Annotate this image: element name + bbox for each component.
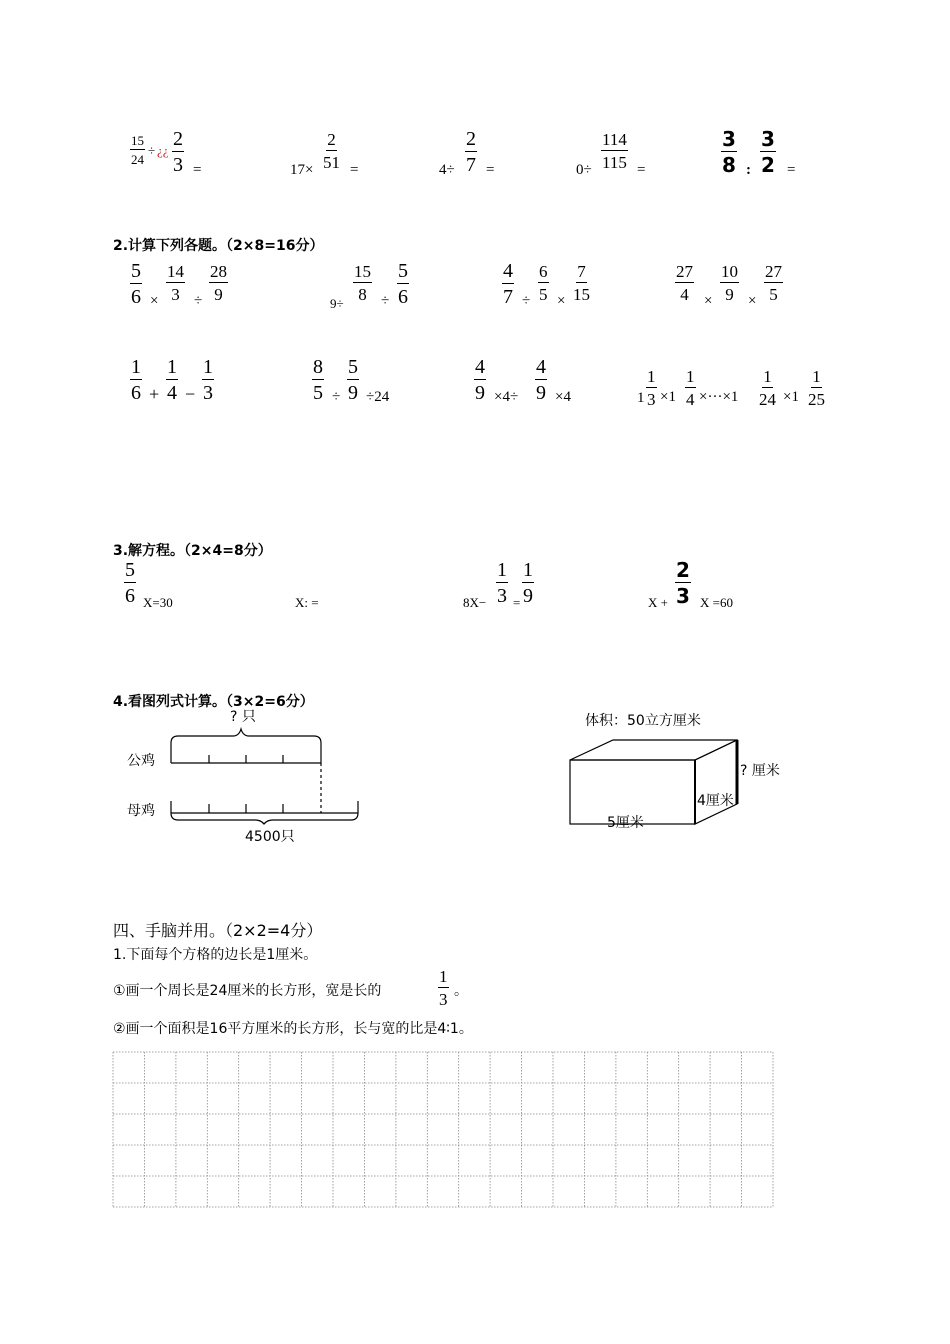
fraction: $\frac{5}{6}$ — [131, 260, 141, 308]
hen-label: 母鸡 — [127, 803, 155, 819]
section-4-heading: 4.看图列式计算。（3×2=6分） — [113, 694, 314, 710]
fraction: $\frac{2}{3}$ — [676, 558, 690, 608]
section-2-heading: 2.计算下列各题。（2×8=16分） — [113, 238, 324, 254]
rooster-label: 公鸡 — [127, 753, 155, 769]
fraction: $\frac{27}{4}$ — [676, 262, 693, 304]
times-text: ×1 — [660, 389, 676, 405]
fraction: $\frac{3}{8}$ — [722, 127, 736, 177]
sec3-q2: X: = — [295, 595, 319, 610]
operator: ÷ — [148, 143, 156, 158]
lead-text: 4÷ — [439, 162, 455, 178]
tail-text: ×4 — [555, 389, 571, 405]
fraction: $\frac{27}{5}$ — [765, 262, 782, 304]
fraction: $\frac{3}{2}$ — [761, 127, 775, 177]
instruction-2: ①画一个周长是24厘米的长方形，宽是长的 — [113, 983, 382, 999]
fraction: $\frac{4}{9}$ — [536, 356, 546, 404]
fraction: $\frac{114}{115}$ — [602, 130, 627, 172]
operator: − — [185, 384, 196, 404]
segment-lines — [165, 725, 365, 825]
fraction: $\frac{2}{3}$ — [173, 128, 183, 176]
fraction: $\frac{15}{24}$ — [131, 133, 144, 167]
fraction: $\frac{1}{3}$ — [647, 367, 656, 409]
fraction: $\frac{8}{5}$ — [313, 356, 323, 404]
fraction: $\frac{5}{6}$ — [125, 559, 135, 607]
fraction: $\frac{4}{7}$ — [503, 260, 513, 308]
fraction: $\frac{1}{3}$ — [497, 559, 507, 607]
fraction: $\frac{1}{3}$ — [439, 967, 448, 1009]
fraction: $\frac{1}{4}$ — [167, 356, 177, 404]
equals: = — [486, 162, 495, 178]
fraction: $\frac{7}{15}$ — [573, 262, 590, 304]
equals: = — [637, 162, 646, 178]
times-text: ×1 — [783, 389, 799, 405]
equals: = — [513, 595, 521, 610]
operator: × — [748, 293, 757, 309]
section-3-heading: 3.解方程。（2×4=8分） — [113, 543, 272, 559]
operator: + — [149, 384, 160, 404]
fraction: $\frac{15}{8}$ — [354, 262, 371, 304]
tail-text: X =60 — [700, 595, 733, 610]
colon: : — [746, 162, 751, 178]
fraction: $\frac{6}{5}$ — [539, 262, 548, 304]
lead-text: 9÷ — [330, 296, 344, 311]
fraction: $\frac{28}{9}$ — [210, 262, 227, 304]
fraction: $\frac{1}{4}$ — [686, 367, 695, 409]
lead-text: X + — [648, 595, 668, 610]
fraction: $\frac{5}{6}$ — [398, 260, 408, 308]
times-text: ×···×1 — [699, 389, 739, 405]
fraction: $\frac{10}{9}$ — [721, 262, 738, 304]
period: 。 — [454, 983, 468, 999]
operator: ÷ — [332, 389, 341, 405]
total-label: 4500只 — [245, 829, 295, 845]
lead-text: 17× — [290, 162, 314, 178]
volume-label: 体积：50立方厘米 — [585, 713, 701, 729]
whole-number: 1 — [637, 390, 645, 406]
operator: × — [150, 293, 159, 309]
mid-text: ×4÷ — [494, 389, 519, 405]
instruction-3: ②画一个面积是16平方厘米的长方形，长与宽的比是4∶1。 — [113, 1021, 473, 1037]
fraction: $\frac{5}{9}$ — [348, 356, 358, 404]
instruction-1: 1.下面每个方格的边长是1厘米。 — [113, 947, 318, 963]
fraction: $\frac{2}{51}$ — [323, 130, 340, 172]
unknown-label: ? 只 — [230, 709, 256, 725]
cuboid-lines — [565, 735, 745, 830]
part-4-heading: 四、手脑并用。（2×2=4分） — [113, 921, 323, 940]
operator: × — [704, 293, 713, 309]
height-label: 4厘米 — [697, 793, 734, 809]
fraction: $\frac{1}{3}$ — [203, 356, 213, 404]
lead-text: 0÷ — [576, 162, 592, 178]
depth-label: ? 厘米 — [740, 763, 780, 779]
fraction: $\frac{1}{24}$ — [759, 367, 776, 409]
fraction: $\frac{1}{6}$ — [131, 356, 141, 404]
length-label: 5厘米 — [607, 815, 644, 831]
equals: = — [350, 162, 359, 178]
equals: = — [193, 162, 202, 178]
operator: ÷ — [522, 293, 531, 309]
fraction: $\frac{2}{7}$ — [466, 128, 476, 176]
fraction: $\frac{14}{3}$ — [167, 262, 184, 304]
operator: × — [557, 293, 566, 309]
lead-text: 8X− — [463, 595, 487, 610]
operator: ÷ — [381, 293, 390, 309]
fraction: $\frac{4}{9}$ — [475, 356, 485, 404]
operator: ÷ — [194, 293, 203, 309]
fraction: $\frac{1}{9}$ — [523, 559, 533, 607]
drawing-grid[interactable] — [112, 1051, 774, 1209]
tail-text: ÷24 — [366, 389, 390, 405]
tail-text: X=30 — [143, 595, 173, 610]
fraction: $\frac{1}{25}$ — [808, 367, 825, 409]
glitch-text: ¿¿ — [157, 143, 169, 158]
equals: = — [787, 162, 796, 178]
